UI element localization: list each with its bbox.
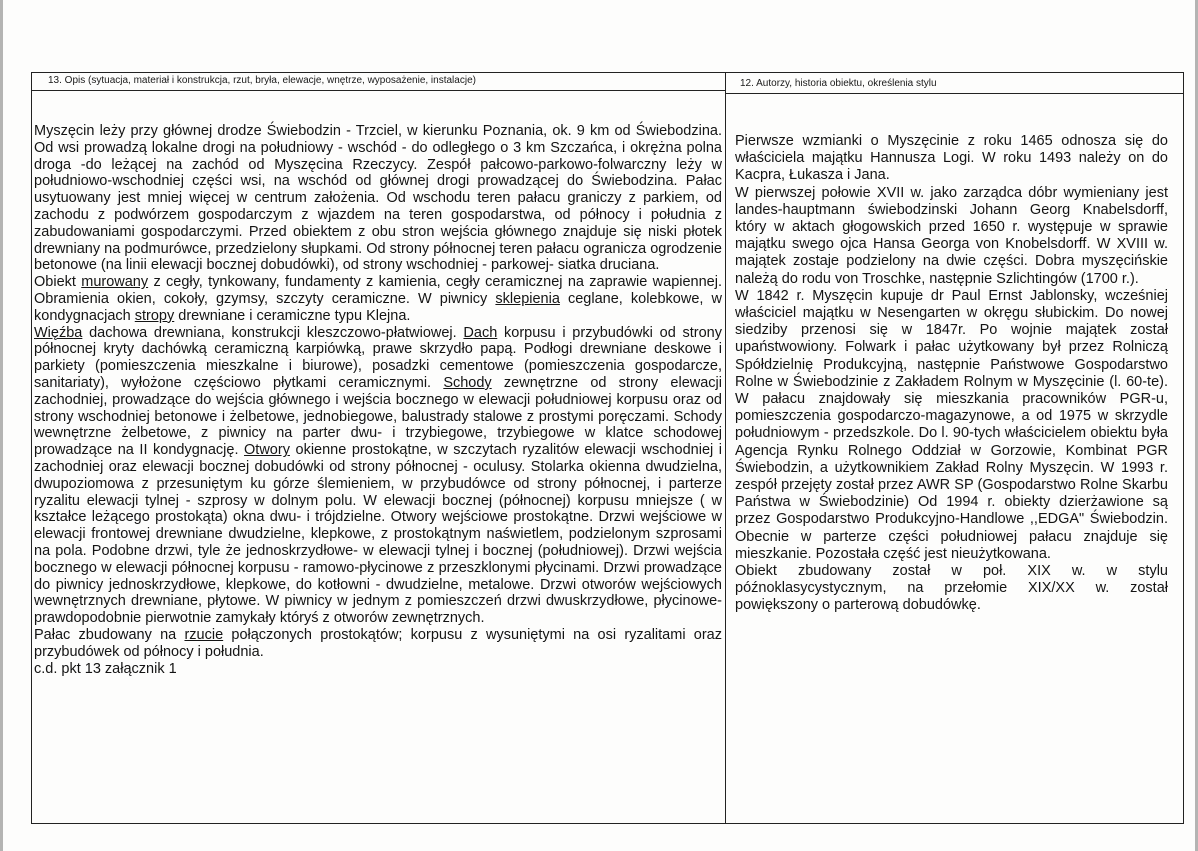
location-paragraph: Myszęcin leży przy głównej drodze Świebodzin - Trzciel, w kierunku Poznania, ok. 9 km od Świebodzina. Od wsi prowadzą lokalne drogi na południowy - wschód - do odległego o 3 km Szczańca, i okrężna polna droga -do leżącej na zachód od Myszęcina Rzeczycy. Zespół pałcowo-parkowo-folwarczny leży w południowo-wschodniej części wsi, na wschód od głównej drogi prowadzącej do Świebodzina. Pałac usytuowany jest mniej więcej w centrum założenia. Od wschodu teren pałacu graniczy z parkiem, od zachodu z podwórzem gospodarczym z wjazdem na teren gospodarstwa, od północy i południa z zabudowaniami gospodarczymi. Przed obiektem z obu stron wejścia głównego znajduje się niski płotek drewniany na podmurówce, przedzielony słupkami. Od strony północnej teren pałacu ogranicza ogrodzenie betonowe (na linii elewacji bocznej dobudówki), od strony wschodniej - parkowej- siatka druciana. [34,123,722,274]
history-text [735,133,1168,615]
description-text [34,123,722,677]
history-section-header: 12. Autorzy, historia obiektu, określenia stylu [740,78,937,89]
construction-paragraph: Więźba dachowa drewniana, konstrukcji kleszczowo-płatwiowej. Dach korpusu i przybudówki od strony północnej kryty dachówką ceramiczną karpiówką, prawe skrzydło papą. Podłogi drewniane deskowe i parkiety (pomieszczenia mieszkalne i biurowe), posadzki cementowe (pomieszczenia gospodarcze, sanitariaty), wyłożone częściowo płytkami ceramicznymi. Schody zewnętrzne od strony elewacji zachodniej, prowadzące do wejścia głównego i wejścia bocznego w elewacji południowej korpusu oraz od strony wschodniej betonowe i żelbetowe, jednobiegowe, balustrady stalowe z prostymi poręczami. Schody wewnętrzne żelbetowe, z piwnicy na parter dwu- i trzybiegowe, trzybiegowe w klatce schodowej prowadzące na II kondygnację. Otwory okienne prostokątne, w szczytach ryzalitów elewacji wschodniej i zachodniej oraz elewacji bocznej dobudówki od strony północnej - oculusy. Stolarka okienna dwudzielna, dwupoziomowa z przesuniętym ku górze ślemieniem, w przybudówce od strony północnej, i parterze ryzalitu elewacji tylnej - szprosy w dolnym polu. W elewacji bocznej (północnej) korpusu mniejsze ( w kształce leżącego prostokąta) okna dwu- i trójdzielne. Otwory wejściowe prostokątne. Drzwi wejściowe w elewacji frontowej drewniane dwudzielne, klepkowe, z prostokątnym naświetlem, podzielonym szprosami na pola. Podobne drzwi, tyle że jednoskrzydłowe- w elewacji tylnej i bocznej (południowej). Drzwi wejścia bocznego w elewacji północnej korpusu - ramowo-płycinowe z przeszklonymi płycinami. Drzwi prowadzące do piwnicy jednoskrzydłowe, klepkowe, do kotłowni - dwudzielne, metalowe. Drzwi otworów wejściowych wewnętrznych drewniane, płytowe. W piwnicy w jednym z pomieszczeń drzwi dwuskrzydłowe, płycinowe-prawdopodobnie pierwotnie zamykały któryś z otworów zewnętrznych. [34,324,723,627]
materials-paragraph: Obiekt murowany z cegły, tynkowany, fundamenty z kamienia, cegły ceramicznej na zaprawie wapiennej. Obramienia okien, cokoły, gzymsy, szczyty ceramiczne. W piwnicy sklepienia ceglane, kolebkowe, w kondygnacjach stropy drewniane i ceramiczne typu Klejna. [34,274,722,324]
modern-history-paragraph: W 1842 r. Myszęcin kupuje dr Paul Ernst Jablonsky, wcześniej właściciel majątku w Nesengarten w okręgu słubickim. Do nowej siedziby przenosi się w 1847r. Po wojnie majątek został upaństwowiony. Folwark i pałac użytkowany był przez Rolniczą Spółdzielnię Produkcyjną, następnie Państwowe Gospodarstwo Rolne w Świebodzinie z Zakładem Rolnym w Myszęcinie (l. 60-te). W pałacu znajdowały się mieszkania pracowników PGR-u, pomieszczenia gospodarczo-magazynowe, a od 1975 w skrzydle południowym - przedszkole. Do l. 90-tych właścicielem obiektu była Agencja Rynku Rolnego Oddział w Gorzowie, Kombinat PGR Świebodzin, a użytkownikiem Zakład Rolny Myszęcin. W 1993 r. zespół przejęty został przez AWR SP (Gospodarstwo Rolne Skarbu Państwa w Świebodzinie) Od 1994 r. obiekty dzierżawione są przez Gospodarstwo Produkcyjno-Handlowe ,,EDGA" Świebodzin. Obecnie w parterze części południowej pałacu znajduje się mieszkanie. Pozostała część jest nieużytkowana. [735,287,1168,562]
style-paragraph: Obiekt zbudowany został w poł. XIX w. w stylu późnoklasycystycznym, na przełomie XIX/XX w. został powiększony o parterową dobudówkę. [735,563,1168,614]
continuation-note: c.d. pkt 13 załącznik 1 [34,660,177,677]
description-section-header: 13. Opis (sytuacja, materiał i konstrukcja, rzut, bryła, elewacje, wnętrze, wyposażenie, instalacje) [48,75,476,86]
first-mentions-paragraph: Pierwsze wzmianki o Myszęcinie z roku 1465 odnosza się do właściciela majątku Hannusza Logi. W roku 1493 należy on do Kacpra, Łukasza i Jana. [735,133,1168,184]
plan-paragraph: Pałac zbudowany na rzucie połączonych prostokątów; korpusu z wysuniętymi na osi ryzalitami oraz przybudówek od północy i południa. [34,626,722,660]
seventeenth-century-paragraph: W pierwszej połowie XVII w. jako zarządca dóbr wymieniany jest landes-hauptmann świebodzinski Johann Georg Knabelsdorff, który w aktach głogowskich przed 1650 r. występuje w sprawie majątku swego ojca Hansa Georga von Knobelsdorff. W XVIII w. majątek zostaje podzielony na dwie części. Dobra myszęcińskie należą do rodu von Troschke, następnie Szlichtingów (1700 r.). [735,184,1168,287]
left-header-rule [31,90,726,91]
scan-edge-left [0,0,3,851]
column-divider [725,72,726,824]
right-header-rule [725,93,1184,94]
